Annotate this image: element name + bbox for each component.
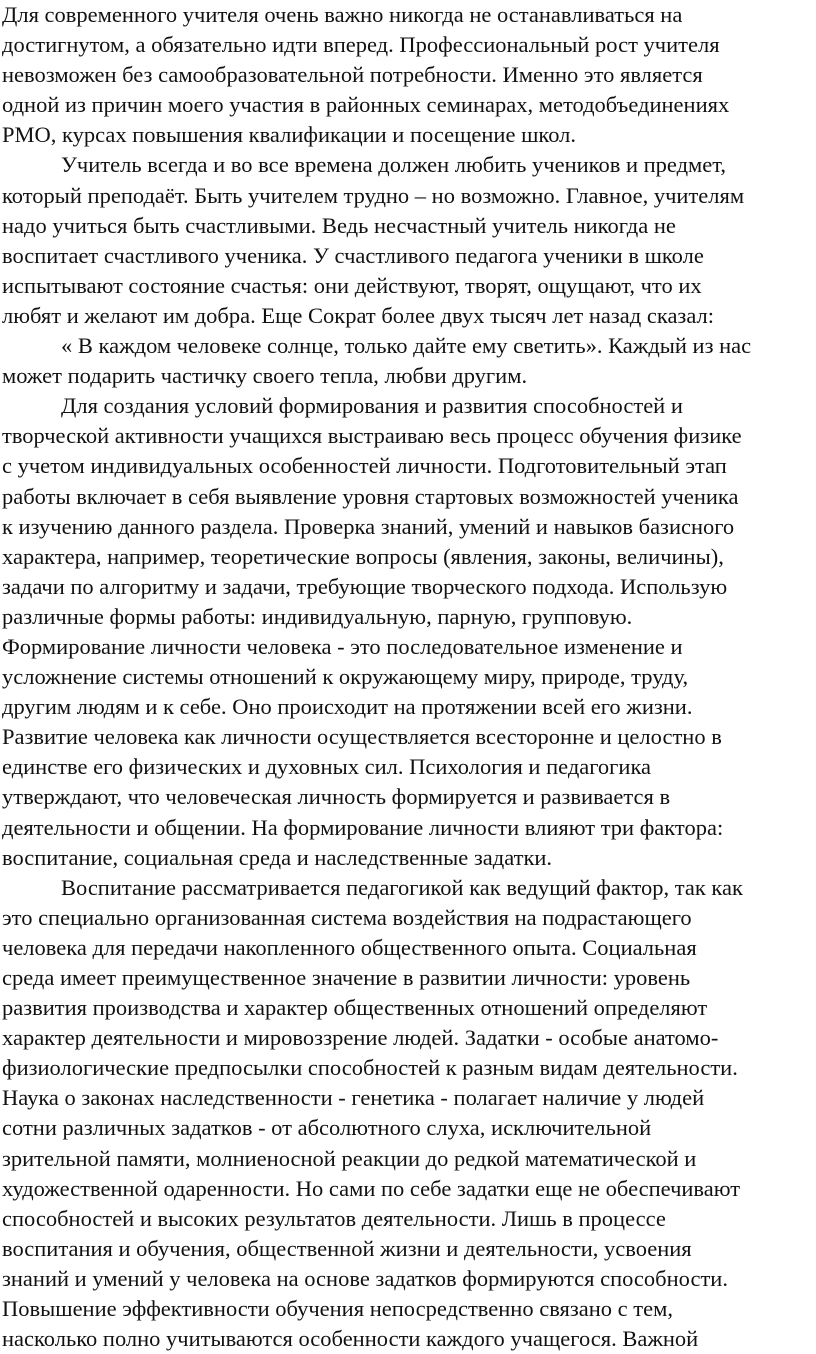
text-line: способностей и высоких результатов деятельности. Лишь в процессе <box>2 1205 666 1231</box>
text-line: невозможен без самообразовательной потребности. Именно это является <box>2 62 703 88</box>
paragraph <box>2 150 814 331</box>
text-line: различные формы работы: индивидуальную, парную, групповую. <box>2 603 633 629</box>
text-line: утверждают, что человеческая личность формируется и развивается в <box>2 784 671 810</box>
text-line: достигнутом, а обязательно идти вперед. Профессиональный рост учителя <box>2 32 720 58</box>
paragraph <box>2 331 814 391</box>
text-line: среда имеет преимущественное значение в развитии личности: уровень <box>2 965 691 990</box>
text-line: сотни различных задатков - от абсолютного слуха, исключительной <box>2 1115 652 1141</box>
text-line: к изучению данного раздела. Проверка знаний, умений и навыков базисного <box>2 513 735 539</box>
text-line: задачи по алгоритму и задачи, требующие творческого подхода. Использую <box>2 573 728 599</box>
text-line: который преподаёт. Быть учителем трудно – но возможно. Главное, учителям <box>2 182 745 208</box>
text-line: творческой активности учащихся выстраиваю весь процесс обучения физике <box>2 423 742 449</box>
text-line: человека для передачи накопленного общественного опыта. Социальная <box>2 934 697 960</box>
text-line: единстве его физических и духовных сил. Психология и педагогика <box>2 754 652 780</box>
text-line: может подарить частичку своего тепла, любви другим. <box>2 363 528 389</box>
text-line: деятельности и общении. На формирование личности влияют три фактора: <box>2 814 724 840</box>
text-line: Для современного учителя очень важно никогда не останавливаться на <box>2 2 683 27</box>
text-line: характера, например, теоретические вопросы (явления, законы, величины), <box>2 543 724 569</box>
paragraph <box>2 0 814 150</box>
paragraph <box>2 873 814 1354</box>
text-line: Наука о законах наследственности - генетика - полагает наличие у людей <box>2 1085 705 1111</box>
text-line: Развитие человека как личности осуществляется всесторонне и целостно в <box>2 724 722 750</box>
text-line: любят и желают им добра. Еще Сократ более двух тысяч лет назад сказал: <box>2 302 714 328</box>
text-line: надо учиться быть счастливыми. Ведь несчастный учитель никогда не <box>2 212 676 238</box>
text-line: насколько полно учитываются особенности каждого учащегося. Важной <box>2 1326 699 1352</box>
text-line: Повышение эффективности обучения непосредственно связано с тем, <box>2 1296 673 1322</box>
text-line: работы включает в себя выявление уровня стартовых возможностей ученика <box>2 483 739 509</box>
text-line: усложнение системы отношений к окружающему миру, природе, труду, <box>2 664 689 690</box>
text-line: характер деятельности и мировоззрение людей. Задатки - особые анатомо- <box>2 1025 719 1051</box>
text-line: развития производства и характер общественных отношений определяют <box>2 995 708 1021</box>
text-line: это специально организованная система воздействия на подрастающего <box>2 904 692 930</box>
text-line: « В каждом человеке солнце, только дайте ему светить». Каждый из нас <box>61 333 752 359</box>
text-line: воспитания и обучения, общественной жизни и деятельности, усвоения <box>2 1235 692 1261</box>
text-line: с учетом индивидуальных особенностей личности. Подготовительный этап <box>2 453 727 479</box>
text-line: РМО, курсах повышения квалификации и посещение школ. <box>2 122 577 148</box>
text-line: одной из причин моего участия в районных семинарах, методобъединениях <box>2 92 730 118</box>
text-line: воспитает счастливого ученика. У счастливого педагога ученики в школе <box>2 242 704 268</box>
text-line: испытывают состояние счастья: они действуют, творят, ощущают, что их <box>2 272 702 298</box>
paragraph <box>2 391 814 873</box>
text-line: Воспитание рассматривается педагогикой как ведущий фактор, так как <box>61 874 743 900</box>
text-line: Для создания условий формирования и развития способностей и <box>61 393 683 419</box>
text-line: художественной одаренности. Но сами по себе задатки еще не обеспечивают <box>2 1175 741 1201</box>
text-line: физиологические предпосылки способностей к разным видам деятельности. <box>2 1055 738 1081</box>
text-line: Формирование личности человека - это последовательное изменение и <box>2 633 683 659</box>
text-line: другим людям и к себе. Оно происходит на протяжении всей его жизни. <box>2 694 693 720</box>
text-line: Учитель всегда и во все времена должен любить учеников и предмет, <box>61 152 727 178</box>
text-line: зрительной памяти, молниеносной реакции до редкой математической и <box>2 1145 697 1171</box>
text-line: знаний и умений у человека на основе задатков формируются способности. <box>2 1265 728 1291</box>
text-line: воспитание, социальная среда и наследственные задатки. <box>2 844 553 870</box>
